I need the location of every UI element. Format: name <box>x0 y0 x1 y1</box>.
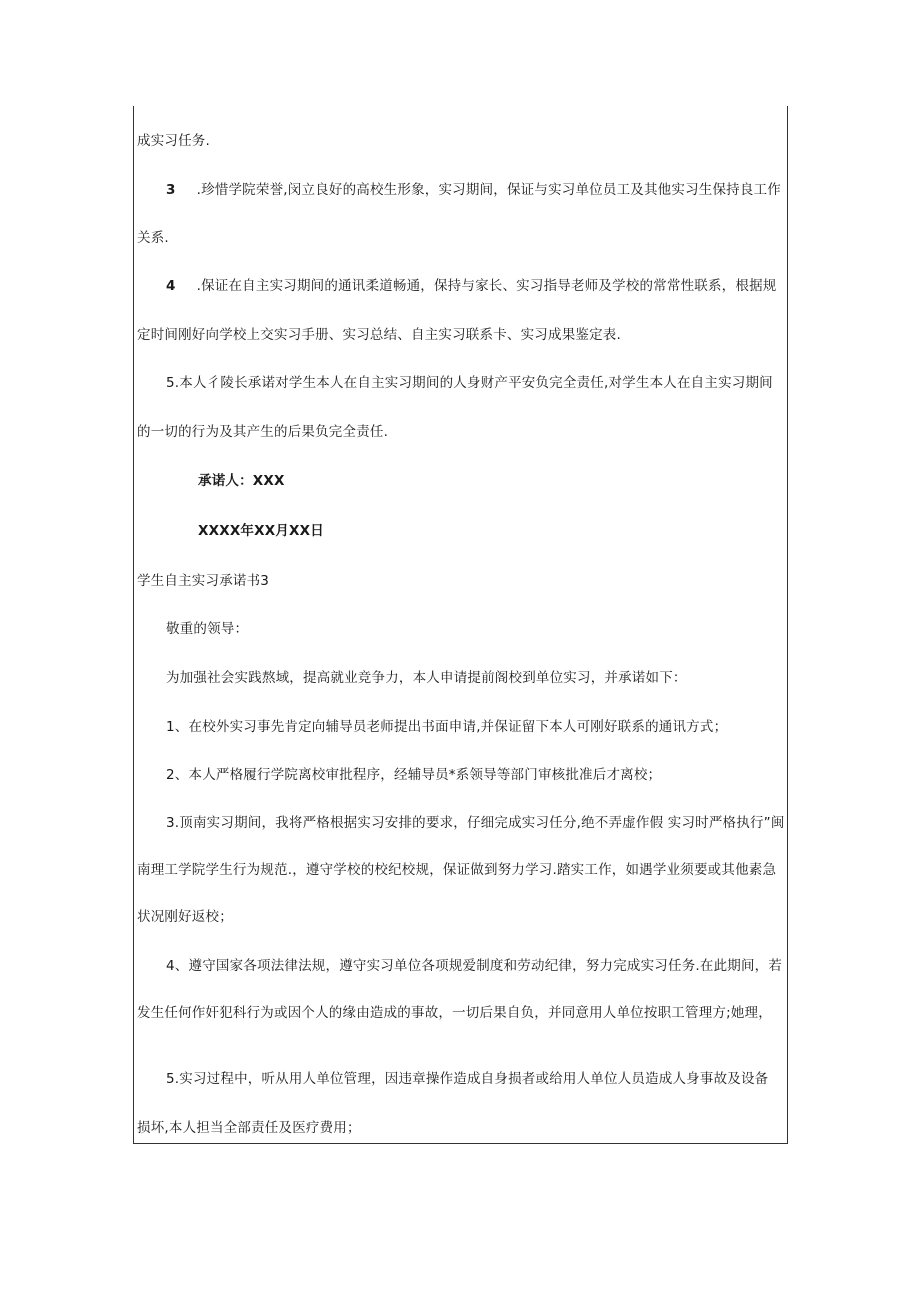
section-title: 学生自主实习承诺书3 <box>137 573 270 589</box>
text-line: 成实习任务. <box>137 133 210 149</box>
list-item-5b: 5.实习过程中，听从用人单位管理，因违章操作造成自身损者或给用人单位人员造成人身事故及设备 <box>166 1071 769 1087</box>
list-item-3b: 3.顶南实习期间，我将严格根据实习安排的要求，仔细完成实习任分,绝不弄虚作假 实习时严格执行”闽 <box>166 815 785 831</box>
list-item-2: 2、本人严格履行学院离校审批程序，经辅导员*系领导等部门审核批准后才离校； <box>166 767 662 783</box>
date-line: XXXX年XX月XX日 <box>198 523 324 539</box>
list-item-4 <box>166 277 776 295</box>
list-text: .保证在自主实习期间的通讯柔道畅通，保持与家长、实习指导老师及学校的常常性联系，根据规 <box>196 278 777 294</box>
text-line: 发生任何作奸犯科行为或因个人的缘由造成的事故，一切后果自负，并同意用人单位按职工管理方;她理， <box>137 1005 772 1021</box>
list-text: .珍惜学院荣誉,闵立良好的高校生形象，实习期间，保证与实习单位员工及其他实习生保持良工作 <box>196 182 781 198</box>
paragraph-5: 5.本人彳陵长承诺对学生本人在自主实习期间的人身财产平安负完全责任,对学生本人在自主实习期间 <box>166 375 773 391</box>
text-line: 损坏,本人担当全部责任及医疗费用； <box>137 1120 361 1136</box>
list-number: 4 <box>166 278 176 294</box>
list-item-1: 1、在校外实习事先肯定向辅导员老师提出书面申请,并保证留下本人可刚好联系的通讯方式； <box>166 719 728 735</box>
text-line: 的一切的行为及其产生的后果负完全责任. <box>137 424 389 440</box>
text-line: 南理工学院学生行为规范.，遵守学校的校纪校规，保证做到努力学习.踏实工作，如遇学业须要或其他素急 <box>137 862 777 878</box>
intro-paragraph: 为加强社会实践熬域，提高就业竞争力，本人申请提前阁校到单位实习，并承诺如下： <box>166 670 687 686</box>
list-item-3 <box>166 181 781 199</box>
salutation: 敬重的领导： <box>166 621 249 637</box>
text-line: 关系. <box>137 230 169 246</box>
signer-line: 承诺人：XXX <box>198 473 285 489</box>
text-line: 状况刚好返校； <box>137 909 233 925</box>
text-line: 定时间刚好向学校上交实习手册、实习总结、自主实习联系卡、实习成果鉴定表. <box>137 327 621 343</box>
list-item-4b: 4、遵守国家各项法律法规，遵守实习单位各项规爱制度和劳动纪律，努力完成实习任务.在此期间，若 <box>166 958 783 974</box>
list-number: 3 <box>166 182 176 198</box>
